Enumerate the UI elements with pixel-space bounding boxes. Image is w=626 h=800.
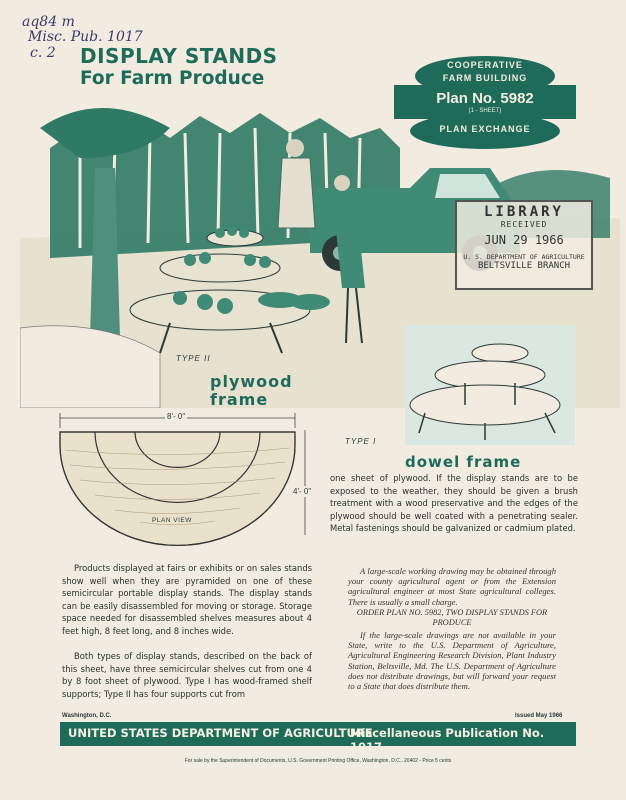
stamp-department: U. S. DEPARTMENT OF AGRICULTURE xyxy=(463,253,585,261)
sale-notice: For sale by the Superintendent of Documents, U.S. Government Printing Office, Washington, D.C., 20402 - Price 5 cents xyxy=(184,758,452,764)
footer-place: Washington, D.C. xyxy=(62,713,112,719)
dowel-frame-label: dowel frame xyxy=(405,453,522,471)
library-received-stamp xyxy=(455,200,593,290)
type-1-label: TYPE I xyxy=(345,437,377,446)
banner-publication-number: Miscellaneous Publication No. 1017 xyxy=(350,726,545,754)
stamp-branch: BELTSVILLE BRANCH xyxy=(477,261,571,271)
badge-bottom-arc: PLAN EXCHANGE xyxy=(439,124,531,134)
order-instruction: ORDER PLAN NO. 5982, TWO DISPLAY STANDS FOR PRODUCE xyxy=(356,608,548,628)
type-2-label: TYPE II xyxy=(176,354,211,363)
plywood-label-line-2: frame xyxy=(210,390,269,409)
publication-banner xyxy=(60,722,576,754)
handwritten-line-1: aq84 m xyxy=(22,14,75,30)
write-request-note: If the large-scale drawings are not available in your State, write to the U.S. Department of Agriculture, Agricultural Engineering Research Division, Plant Industry Station, Beltsville, Md. The U.S. Department of Agriculture does not distribute drawings, but will forward your request to a State that does distribute them. xyxy=(348,630,556,692)
badge-sheet: (1 - SHEET) xyxy=(468,108,502,114)
right-column-paragraph: one sheet of plywood. If the display stands are to be exposed to the weather, they should be given a brush treatment with a wood preservative and the edges of the plywood should be well coated with a penetrating sealer. Metal fastenings should be galvanized or cadmium plated. xyxy=(330,473,578,534)
stamp-library: LIBRARY xyxy=(483,204,564,220)
badge-plan-number: Plan No. 5982 xyxy=(436,90,534,107)
handwritten-line-2: Misc. Pub. 1017 xyxy=(28,29,143,45)
types-paragraph: Both types of display stands, described on the back of this sheet, have three semicircular shelves cut from one 4 by 8 foot sheet of plywood. Type I has wood-framed shelf supports; Type II has four supports cut from xyxy=(62,651,312,699)
type-1-stand-illustration xyxy=(405,325,575,445)
banner-department: UNITED STATES DEPARTMENT OF AGRICULTURE xyxy=(68,726,373,740)
plan-view-label: PLAN VIEW xyxy=(152,517,192,524)
title-line-1: DISPLAY STANDS xyxy=(80,44,278,68)
stamp-received: RECEIVED xyxy=(500,220,548,229)
title-line-2: For Farm Produce xyxy=(80,68,265,89)
plan-height-dimension: 4'- 0" xyxy=(293,487,312,496)
plywood-label-line-1: plywood xyxy=(210,372,293,391)
plan-view-drawing xyxy=(50,410,330,550)
handwritten-line-3: c. 2 xyxy=(30,45,56,61)
footer-issued: Issued May 1966 xyxy=(515,713,563,719)
drawing-availability-note: A large-scale working drawing may be obtained through your county agricultural agent or from the Extension agricultural engineer at most State agricultural colleges. There is usually a small charge. xyxy=(348,566,556,607)
plan-width-dimension: 8'- 0" xyxy=(167,412,186,421)
badge-top-arc: COOPERATIVE xyxy=(447,60,523,70)
stamp-date: JUN 29 1966 xyxy=(484,233,564,247)
intro-paragraph: Products displayed at fairs or exhibits or on sales stands show well when they are pyramided on one of these semicircular portable display stands. The display stands can be easily disassembled for moving or storage. Storage space needed for disassembled shelves measures about 4 feet high, 8 feet long, and 8 inches wide. xyxy=(62,563,312,636)
badge-line-2: FARM BUILDING xyxy=(442,73,528,83)
